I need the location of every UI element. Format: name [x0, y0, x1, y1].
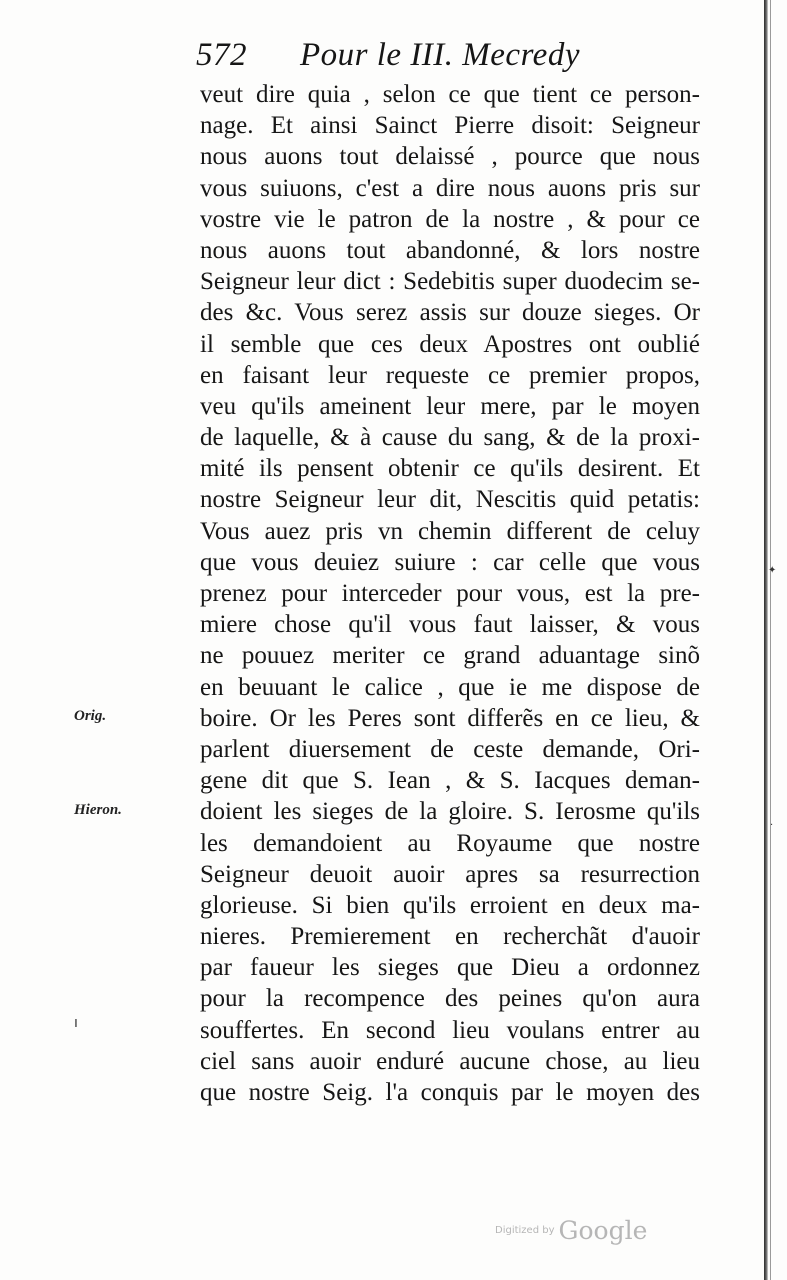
text-line: il semble que ces deux Apostres ont oublié: [200, 330, 700, 358]
text-line: glorieuse. Si bien qu'ils erroient en deux ma-: [200, 891, 700, 919]
text-line: Seigneur leur dict : Sedebitis super duodecim se-: [200, 268, 700, 296]
text-line: miere chose qu'il vous faut laisser, & vous: [200, 611, 700, 639]
running-title: Pour le III. Mecredy: [300, 37, 580, 73]
page-number: 572: [196, 37, 247, 73]
text-line: prenez pour interceder pour vous, est la pre-: [200, 580, 700, 607]
text-line: Vous auez pris vn chemin different de celuy: [200, 517, 700, 545]
text-line: souffertes. En second lieu voulans entrer au: [200, 1016, 700, 1044]
text-line: ne pouuez meriter ce grand aduantage sinõ: [200, 642, 700, 670]
text-line: nostre Seigneur leur dit, Nescitis quid petatis:: [200, 486, 700, 514]
text-line: boire. Or les Peres sont differẽs en ce lieu, &: [200, 704, 700, 732]
text-line: de laquelle, & à cause du sang, & de la proxi-: [200, 424, 700, 452]
text-line: gene dit que S. Iean , & S. Iacques deman-: [200, 767, 700, 795]
watermark-prefix: Digitized by: [495, 1225, 555, 1236]
margin-note-origen: Orig.: [74, 708, 107, 724]
digitized-watermark: [495, 1216, 665, 1250]
text-line: que nostre Seig. l'a conquis par le moyen des: [200, 1079, 700, 1106]
text-line: des &c. Vous serez assis sur douze sieges. Or: [200, 299, 700, 327]
text-line: nous auons tout delaissé , pource que nous: [200, 143, 700, 171]
text-line: ciel sans auoir enduré aucune chose, au lieu: [200, 1047, 700, 1075]
text-line: doient les sieges de la gloire. S. Ierosme qu'ils: [200, 798, 700, 826]
running-header: [196, 30, 716, 80]
gutter-shadow: [764, 0, 768, 1280]
text-line: mité ils pensent obtenir ce qu'ils desirent. Et: [200, 455, 700, 483]
gutter-edge: [770, 0, 774, 1280]
margin-tick-icon: ı: [74, 1015, 78, 1031]
edge-mark-icon: ·: [770, 820, 774, 831]
watermark-brand: Google: [558, 1216, 648, 1245]
text-line: veu qu'ils ameinent leur mere, par le moyen: [200, 392, 700, 420]
text-line: vostre vie le patron de la nostre , & pour ce: [200, 205, 700, 233]
text-line: pour la recompence des peines qu'on aura: [200, 985, 700, 1013]
text-line: veut dire quia , selon ce que tient ce person-: [200, 81, 700, 108]
text-line: par faueur les sieges que Dieu a ordonnez: [200, 954, 700, 982]
text-line: vous suiuons, c'est a dire nous auons pris sur: [200, 174, 700, 202]
text-line: nieres. Premierement en recherchãt d'auoir: [200, 923, 700, 951]
text-line: parlent diuersement de ceste demande, Ori-: [200, 735, 700, 763]
margin-note-hieron: Hieron.: [74, 802, 122, 818]
text-line: Seigneur deuoit auoir apres sa resurrection: [200, 860, 700, 888]
text-line: nage. Et ainsi Sainct Pierre disoit: Seigneur: [200, 112, 700, 140]
text-line: que vous deuiez suiure : car celle que vous: [200, 548, 700, 576]
text-line: en faisant leur requeste ce premier propos,: [200, 361, 700, 389]
edge-mark-icon: ✦: [768, 565, 777, 576]
text-line: nous auons tout abandonné, & lors nostre: [200, 236, 700, 264]
text-line: en beuuant le calice , que ie me dispose de: [200, 673, 700, 701]
body-text: [200, 79, 700, 1108]
text-line: les demandoient au Royaume que nostre: [200, 829, 700, 857]
